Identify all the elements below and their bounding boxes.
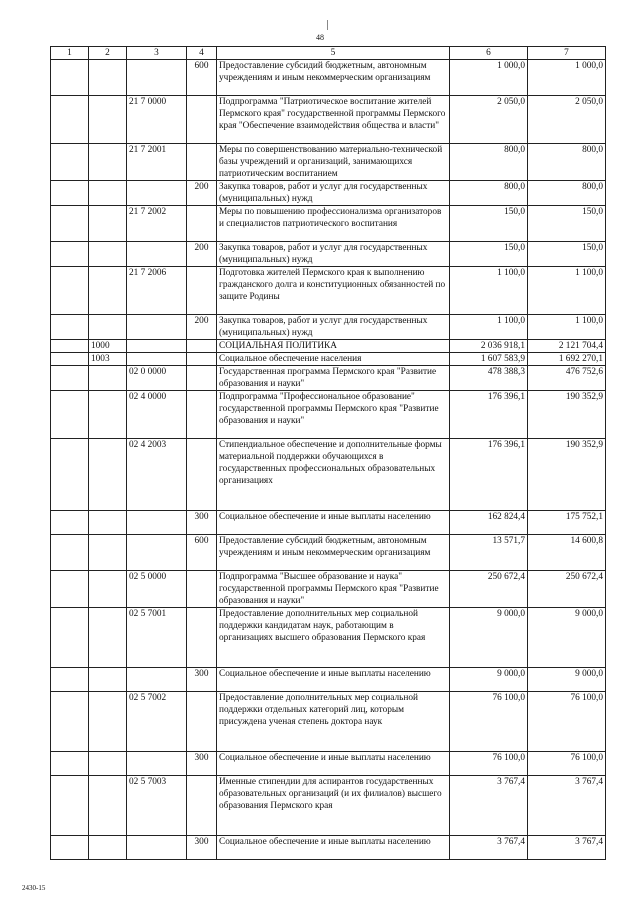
- table-row: [51, 776, 606, 836]
- table-cell-col-4: [187, 353, 217, 366]
- table-cell-col-6: 176 396,1: [450, 439, 528, 511]
- table-row: [51, 60, 606, 96]
- table-row: [51, 836, 606, 860]
- table-cell-col-4: 600: [187, 60, 217, 96]
- table-row: [51, 242, 606, 267]
- table-cell-col-2: [89, 668, 127, 692]
- table-cell-col-6: 150,0: [450, 206, 528, 242]
- table-cell-col-1: [51, 571, 89, 608]
- header-col-3: 3: [127, 47, 187, 60]
- table-cell-col-1: [51, 60, 89, 96]
- table-cell-col-7: 76 100,0: [528, 752, 606, 776]
- table-cell-col-5: Подпрограмма "Высшее образование и наука" государственной программы Пермского края "Развитие образования и науки": [217, 571, 450, 608]
- table-cell-col-7: 1 100,0: [528, 267, 606, 315]
- table-cell-col-1: [51, 511, 89, 535]
- table-cell-col-4: [187, 608, 217, 668]
- table-row: [51, 668, 606, 692]
- table-cell-col-4: 300: [187, 668, 217, 692]
- table-cell-col-7: 190 352,9: [528, 439, 606, 511]
- table-cell-col-6: 176 396,1: [450, 391, 528, 439]
- table-cell-col-7: 476 752,6: [528, 366, 606, 391]
- table-cell-col-2: [89, 181, 127, 206]
- table-row: [51, 608, 606, 668]
- table-row: [51, 391, 606, 439]
- header-col-4: 4: [187, 47, 217, 60]
- table-cell-col-7: 2 050,0: [528, 96, 606, 144]
- table-cell-col-4: [187, 96, 217, 144]
- table-cell-col-6: 9 000,0: [450, 608, 528, 668]
- table-cell-col-3: [127, 353, 187, 366]
- table-cell-col-6: 162 824,4: [450, 511, 528, 535]
- table-cell-col-1: [51, 439, 89, 511]
- header-col-2: 2: [89, 47, 127, 60]
- table-cell-col-5: Социальное обеспечение и иные выплаты населению: [217, 752, 450, 776]
- table-cell-col-6: 1 000,0: [450, 60, 528, 96]
- budget-table: [50, 46, 606, 860]
- table-cell-col-1: [51, 535, 89, 571]
- header-col-1: 1: [51, 47, 89, 60]
- header-col-7: 7: [528, 47, 606, 60]
- table-cell-col-6: 2 050,0: [450, 96, 528, 144]
- table-cell-col-3: 21 7 2006: [127, 267, 187, 315]
- table-cell-col-1: [51, 668, 89, 692]
- table-cell-col-2: [89, 366, 127, 391]
- table-cell-col-6: 1 607 583,9: [450, 353, 528, 366]
- table-row: [51, 692, 606, 752]
- table-cell-col-3: [127, 315, 187, 340]
- table-cell-col-3: [127, 836, 187, 860]
- table-cell-col-6: 1 100,0: [450, 315, 528, 340]
- table-cell-col-7: 14 600,8: [528, 535, 606, 571]
- table-cell-col-2: [89, 776, 127, 836]
- table-cell-col-2: [89, 571, 127, 608]
- table-row: [51, 206, 606, 242]
- table-cell-col-3: 02 0 0000: [127, 366, 187, 391]
- page-center-mark: [327, 20, 328, 30]
- table-cell-col-4: 600: [187, 535, 217, 571]
- table-cell-col-3: [127, 535, 187, 571]
- table-cell-col-1: [51, 692, 89, 752]
- table-row: [51, 267, 606, 315]
- table-cell-col-2: [89, 242, 127, 267]
- table-cell-col-1: [51, 96, 89, 144]
- table-row: [51, 535, 606, 571]
- table-cell-col-4: 200: [187, 181, 217, 206]
- table-cell-col-3: [127, 340, 187, 353]
- table-cell-col-4: 300: [187, 511, 217, 535]
- header-col-5: 5: [217, 47, 450, 60]
- table-cell-col-4: [187, 776, 217, 836]
- table-cell-col-3: [127, 511, 187, 535]
- table-cell-col-7: 1 100,0: [528, 315, 606, 340]
- table-cell-col-1: [51, 267, 89, 315]
- table-cell-col-5: Подпрограмма "Профессиональное образование" государственной программы Пермского края "Развитие образования и науки": [217, 391, 450, 439]
- header-row: [51, 47, 606, 60]
- table-cell-col-6: 13 571,7: [450, 535, 528, 571]
- table-cell-col-2: [89, 836, 127, 860]
- table-cell-col-5: Социальное обеспечение населения: [217, 353, 450, 366]
- table-cell-col-6: 250 672,4: [450, 571, 528, 608]
- table-cell-col-3: [127, 752, 187, 776]
- table-cell-col-5: Стипендиальное обеспечение и дополнительные формы материальной поддержки обучающихся в государственных профессиональных образовательных организациях: [217, 439, 450, 511]
- table-cell-col-4: [187, 439, 217, 511]
- table-row: [51, 315, 606, 340]
- table-cell-col-1: [51, 242, 89, 267]
- header-col-6: 6: [450, 47, 528, 60]
- table-cell-col-7: 800,0: [528, 144, 606, 181]
- table-cell-col-5: Именные стипендии для аспирантов государственных образовательных организаций (и их филиалов) высшего образования Пермского края: [217, 776, 450, 836]
- table-cell-col-7: 76 100,0: [528, 692, 606, 752]
- table-cell-col-1: [51, 353, 89, 366]
- table-cell-col-6: 76 100,0: [450, 752, 528, 776]
- table-cell-col-5: Подготовка жителей Пермского края к выполнению гражданского долга и конституционных обязанностей по защите Родины: [217, 267, 450, 315]
- table-cell-col-7: 175 752,1: [528, 511, 606, 535]
- table-cell-col-2: [89, 206, 127, 242]
- table-cell-col-6: 800,0: [450, 181, 528, 206]
- table-cell-col-2: [89, 60, 127, 96]
- table-row: [51, 181, 606, 206]
- table-cell-col-1: [51, 144, 89, 181]
- table-cell-col-1: [51, 181, 89, 206]
- table-cell-col-6: 478 388,3: [450, 366, 528, 391]
- table-cell-col-3: 02 5 7001: [127, 608, 187, 668]
- table-cell-col-7: 250 672,4: [528, 571, 606, 608]
- table-cell-col-2: [89, 439, 127, 511]
- table-cell-col-3: [127, 668, 187, 692]
- table-cell-col-1: [51, 776, 89, 836]
- table-cell-col-5: Меры по повышению профессионализма организаторов и специалистов патриотического воспитания: [217, 206, 450, 242]
- table-row: [51, 366, 606, 391]
- table-cell-col-2: [89, 535, 127, 571]
- table-cell-col-2: [89, 315, 127, 340]
- table-cell-col-5: Предоставление дополнительных мер социальной поддержки отдельных категорий лиц, которым присуждена ученая степень доктора наук: [217, 692, 450, 752]
- table-cell-col-4: [187, 267, 217, 315]
- table-cell-col-5: Предоставление субсидий бюджетным, автономным учреждениям и иным некоммерческим организациям: [217, 535, 450, 571]
- table-cell-col-7: 800,0: [528, 181, 606, 206]
- table-cell-col-7: 1 000,0: [528, 60, 606, 96]
- table-cell-col-2: [89, 144, 127, 181]
- table-cell-col-4: 200: [187, 315, 217, 340]
- table-cell-col-5: Предоставление субсидий бюджетным, автономным учреждениям и иным некоммерческим организациям: [217, 60, 450, 96]
- table-cell-col-6: 3 767,4: [450, 836, 528, 860]
- table-cell-col-4: [187, 206, 217, 242]
- table-cell-col-7: 9 000,0: [528, 608, 606, 668]
- table-cell-col-5: Меры по совершенствованию материально-технической базы учреждений и организаций, занимающихся патриотическим воспитанием: [217, 144, 450, 181]
- table-cell-col-2: 1003: [89, 353, 127, 366]
- table-cell-col-1: [51, 340, 89, 353]
- table-cell-col-4: [187, 340, 217, 353]
- table-row: [51, 96, 606, 144]
- table-cell-col-2: [89, 511, 127, 535]
- table-cell-col-5: Предоставление дополнительных мер социальной поддержки кандидатам наук, работающим в организациях высшего образования Пермского края: [217, 608, 450, 668]
- table-cell-col-6: 2 036 918,1: [450, 340, 528, 353]
- table-body: [51, 60, 606, 860]
- table-cell-col-2: [89, 692, 127, 752]
- table-cell-col-1: [51, 836, 89, 860]
- table-cell-col-5: Социальное обеспечение и иные выплаты населению: [217, 836, 450, 860]
- table-cell-col-3: 02 4 0000: [127, 391, 187, 439]
- table-cell-col-5: Закупка товаров, работ и услуг для государственных (муниципальных) нужд: [217, 242, 450, 267]
- table-cell-col-4: 300: [187, 836, 217, 860]
- table-cell-col-4: [187, 571, 217, 608]
- table-cell-col-1: [51, 752, 89, 776]
- table-cell-col-7: 150,0: [528, 242, 606, 267]
- table-row: [51, 340, 606, 353]
- table-cell-col-5: Подпрограмма "Патриотическое воспитание жителей Пермского края" государственной программы Пермского края "Обеспечение взаимодействия общества и власти": [217, 96, 450, 144]
- table-cell-col-1: [51, 366, 89, 391]
- table-cell-col-3: [127, 60, 187, 96]
- table-cell-col-1: [51, 608, 89, 668]
- table-cell-col-5: Закупка товаров, работ и услуг для государственных (муниципальных) нужд: [217, 315, 450, 340]
- table-cell-col-5: Государственная программа Пермского края "Развитие образования и науки": [217, 366, 450, 391]
- table-cell-col-7: 190 352,9: [528, 391, 606, 439]
- table-cell-col-7: 2 121 704,4: [528, 340, 606, 353]
- table-cell-col-5: Социальное обеспечение и иные выплаты населению: [217, 511, 450, 535]
- table-cell-col-6: 150,0: [450, 242, 528, 267]
- table-row: [51, 439, 606, 511]
- table-cell-col-1: [51, 315, 89, 340]
- table-cell-col-1: [51, 391, 89, 439]
- footer-code: 2430-15: [22, 884, 46, 892]
- table-cell-col-7: 150,0: [528, 206, 606, 242]
- table-row: [51, 511, 606, 535]
- table-cell-col-2: [89, 752, 127, 776]
- table-cell-col-1: [51, 206, 89, 242]
- table-cell-col-2: [89, 267, 127, 315]
- table-cell-col-3: [127, 242, 187, 267]
- table-cell-col-2: [89, 96, 127, 144]
- table-cell-col-6: 9 000,0: [450, 668, 528, 692]
- table-cell-col-6: 76 100,0: [450, 692, 528, 752]
- table-cell-col-5: Закупка товаров, работ и услуг для государственных (муниципальных) нужд: [217, 181, 450, 206]
- table-cell-col-7: 3 767,4: [528, 836, 606, 860]
- table-row: [51, 353, 606, 366]
- table-cell-col-3: 21 7 0000: [127, 96, 187, 144]
- table-row: [51, 752, 606, 776]
- table-cell-col-3: 21 7 2002: [127, 206, 187, 242]
- table-row: [51, 571, 606, 608]
- table-cell-col-4: [187, 692, 217, 752]
- table-cell-col-2: [89, 608, 127, 668]
- table-cell-col-3: 02 4 2003: [127, 439, 187, 511]
- table-row: [51, 144, 606, 181]
- table-cell-col-2: 1000: [89, 340, 127, 353]
- table-cell-col-4: [187, 366, 217, 391]
- table-cell-col-4: [187, 391, 217, 439]
- table-cell-col-4: [187, 144, 217, 181]
- table-cell-col-2: [89, 391, 127, 439]
- table-cell-col-7: 3 767,4: [528, 776, 606, 836]
- table-cell-col-4: 300: [187, 752, 217, 776]
- table-cell-col-7: 1 692 270,1: [528, 353, 606, 366]
- table-cell-col-7: 9 000,0: [528, 668, 606, 692]
- table-cell-col-3: 02 5 7003: [127, 776, 187, 836]
- table-cell-col-4: 200: [187, 242, 217, 267]
- table-cell-col-3: 02 5 7002: [127, 692, 187, 752]
- table-cell-col-6: 800,0: [450, 144, 528, 181]
- table-cell-col-3: 21 7 2001: [127, 144, 187, 181]
- table-cell-col-3: [127, 181, 187, 206]
- table-cell-col-6: 3 767,4: [450, 776, 528, 836]
- table-cell-col-6: 1 100,0: [450, 267, 528, 315]
- page-number: 48: [316, 33, 324, 42]
- table-cell-col-3: 02 5 0000: [127, 571, 187, 608]
- table-cell-col-5: Социальное обеспечение и иные выплаты населению: [217, 668, 450, 692]
- table-cell-col-5: СОЦИАЛЬНАЯ ПОЛИТИКА: [217, 340, 450, 353]
